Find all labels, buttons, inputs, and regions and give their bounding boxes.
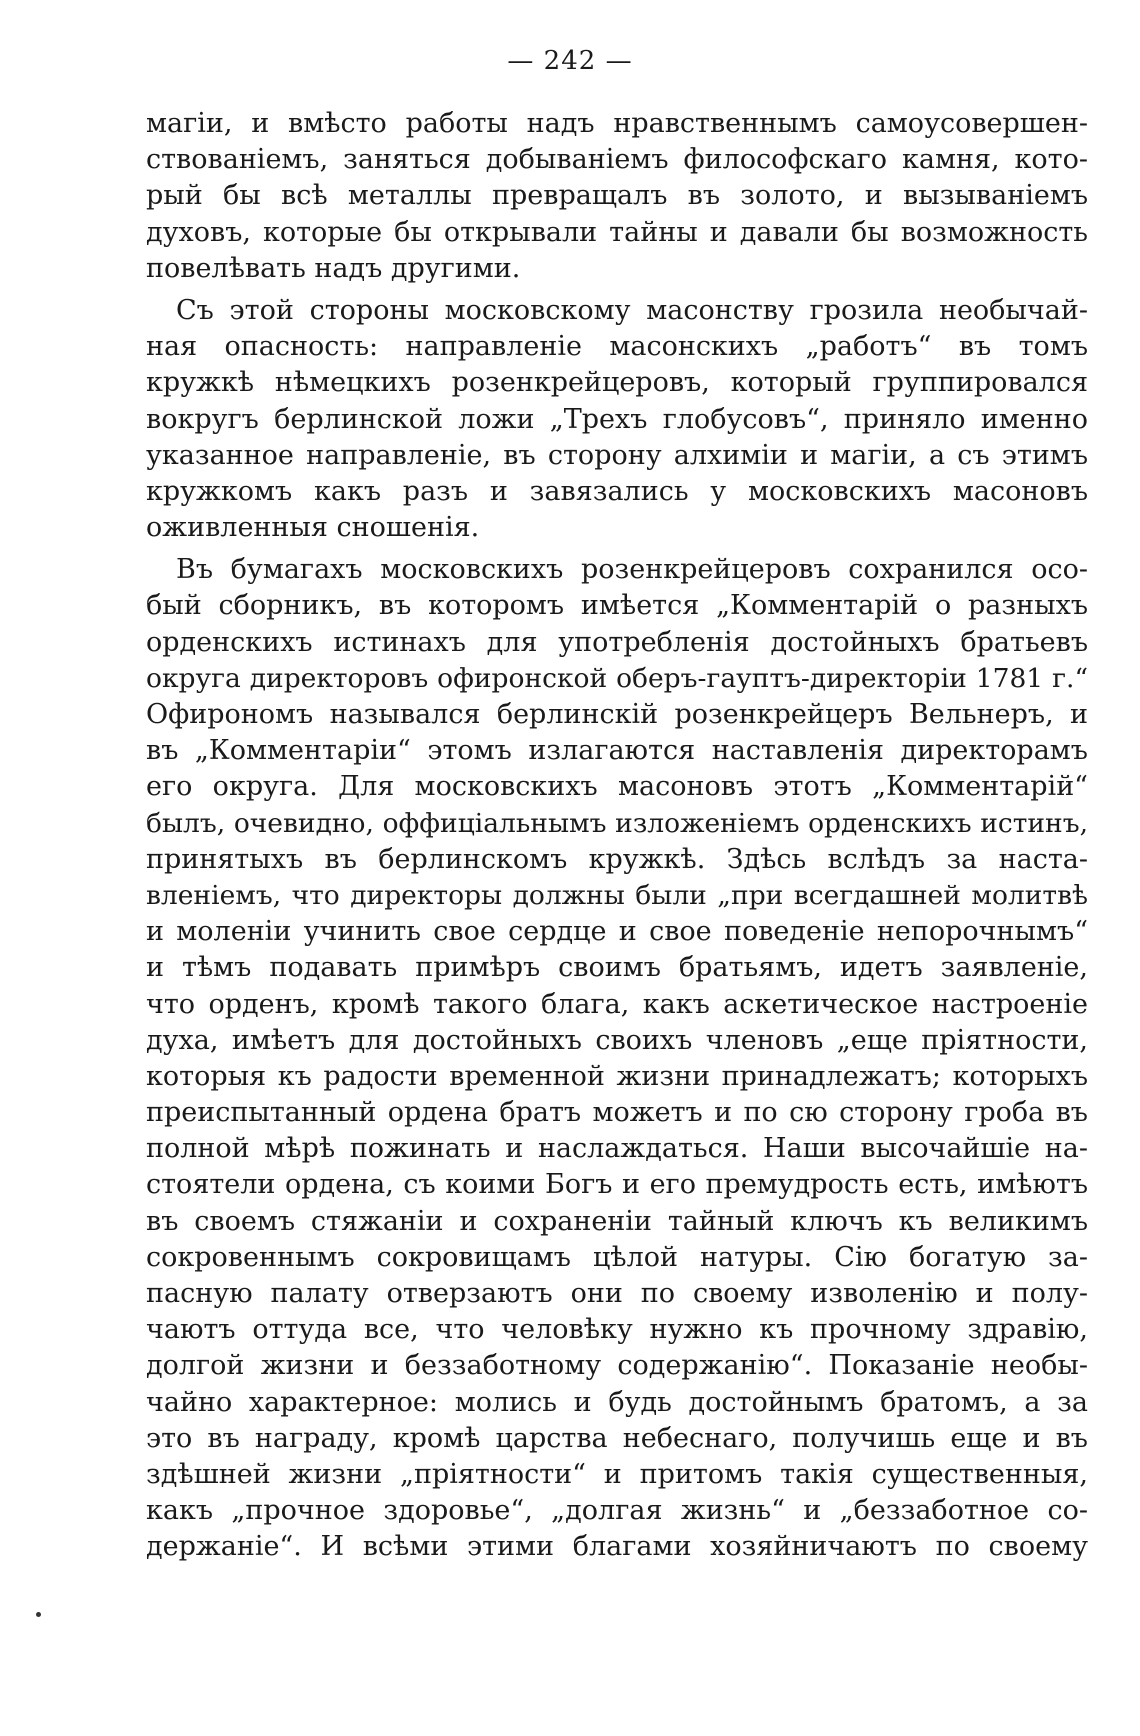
text-line: принятыхъ въ берлинскомъ кружкѣ. Здѣсь вслѣдъ за наста- xyxy=(146,843,1088,875)
paragraph-2 xyxy=(146,293,1088,546)
paragraph-1 xyxy=(146,106,1088,287)
text-line: магіи, и вмѣсто работы надъ нравственнымъ самоусовершен- xyxy=(146,108,1088,139)
text-line: кружкѣ нѣмецкихъ розенкрейцеровъ, который группировался xyxy=(146,367,1088,399)
text-line: долгой жизни и беззаботному содержанію“. Показаніе необы- xyxy=(146,1350,1088,1382)
text-line: и тѣмъ подавать примѣръ своимъ братьямъ, идетъ заявленіе, xyxy=(146,952,1088,984)
text-line: сокровеннымъ сокровищамъ цѣлой натуры. Сію богатую за- xyxy=(146,1241,1088,1273)
text-line: стоятели ордена, съ коими Богъ и его премудрость есть, имѣютъ xyxy=(146,1169,1088,1201)
text-line: держаніе“. И всѣми этими благами хозяйничаютъ по своему xyxy=(146,1531,1088,1563)
text-line: бый сборникъ, въ которомъ имѣется „Комментарій о разныхъ xyxy=(146,590,1088,622)
text-line: округа директоровъ офиронской оберъ-гауптъ-директоріи 1781 г.“ xyxy=(146,662,1088,694)
text-line: Съ этой стороны московскому масонству грозила необычай- xyxy=(176,294,1088,326)
paragraph-3 xyxy=(146,552,1088,1565)
text-line: рый бы всѣ металлы превращалъ въ золото, и вызываніемъ xyxy=(146,180,1088,212)
text-line: полной мѣрѣ пожинать и наслаждаться. Наши высочайшіе на- xyxy=(146,1133,1088,1165)
text-line: здѣшней жизни „пріятности“ и притомъ такія существенныя, xyxy=(146,1458,1088,1490)
text-line: духа, имѣетъ для достойныхъ своихъ членовъ „еще пріятности, xyxy=(146,1024,1088,1056)
scan-speck xyxy=(36,1612,41,1617)
text-line: пасную палату отверзаютъ они по своему изволенію и полу- xyxy=(146,1278,1088,1309)
text-line: и моленіи учинить свое сердце и свое поведеніе непорочнымъ“ xyxy=(146,916,1088,948)
text-line: его округа. Для московскихъ масоновъ этотъ „Комментарій“ xyxy=(146,771,1088,803)
text-line: вокругъ берлинской ложи „Трехъ глобусовъ“, приняло именно xyxy=(146,403,1088,435)
text-line: въ „Комментаріи“ этомъ излагаются наставленія директорамъ xyxy=(146,735,1088,767)
text-line: Офирономъ назывался берлинскій розенкрейцеръ Вельнеръ, и xyxy=(146,699,1088,730)
text-line: духовъ, которые бы открывали тайны и давали бы возможность xyxy=(146,216,1088,248)
text-line: указанное направленіе, въ сторону алхиміи и магіи, а съ этимъ xyxy=(146,439,1088,471)
text-line: что орденъ, кромѣ такого блага, какъ аскетическое настроеніе xyxy=(146,988,1088,1020)
text-line: орденскихъ истинахъ для употребленія достойныхъ братьевъ xyxy=(146,626,1088,658)
text-body xyxy=(146,106,1088,1566)
text-line: преиспытанный ордена братъ можетъ и по сю сторону гроба въ xyxy=(146,1097,1088,1129)
text-line: былъ, очевидно, оффиціальнымъ изложеніемъ орденскихъ истинъ, xyxy=(146,807,1088,839)
text-line: это въ награду, кромѣ царства небеснаго, получишь еще и въ xyxy=(146,1422,1088,1454)
text-line: въ своемъ стяжаніи и сохраненіи тайный ключъ къ великимъ xyxy=(146,1205,1088,1237)
text-line: какъ „прочное здоровье“, „долгая жизнь“ и „беззаботное со- xyxy=(146,1495,1088,1527)
text-line: чаютъ оттуда все, что человѣку нужно къ прочному здравію, xyxy=(146,1314,1088,1346)
text-line: кружкомъ какъ разъ и завязались у московскихъ масоновъ xyxy=(146,475,1088,507)
text-line: чайно характерное: молись и будь достойнымъ братомъ, а за xyxy=(146,1386,1088,1418)
text-line: которыя къ радости временной жизни принадлежатъ; которыхъ xyxy=(146,1060,1088,1092)
text-line: ствованіемъ, заняться добываніемъ философскаго камня, кото- xyxy=(146,144,1088,176)
text-line: Въ бумагахъ московскихъ розенкрейцеровъ сохранился осо- xyxy=(176,554,1088,586)
text-line: вленіемъ, что директоры должны были „при всегдашней молитвѣ xyxy=(146,879,1088,911)
text-line: ная опасность: направленіе масонскихъ „работъ“ въ томъ xyxy=(146,331,1088,363)
text-line: повелѣвать надъ другими. xyxy=(146,252,521,284)
text-line: оживленныя сношенія. xyxy=(146,512,480,544)
page-number: — 242 — xyxy=(507,46,633,76)
